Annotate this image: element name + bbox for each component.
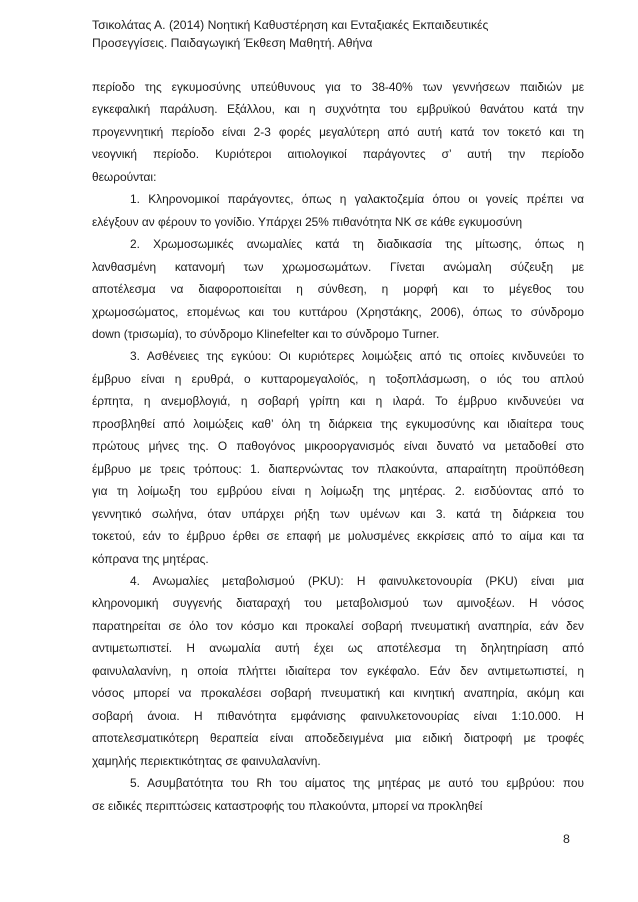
text-line: παρατηρείται σε όλο τον κόσμο και προκαλεί σοβαρή πνευματική αναπηρία, εάν δεν: [92, 618, 584, 633]
text-line: νόσος μπορεί να προκαλέσει σοβαρή πνευματική και κινητική αναπηρία, ακόμη και: [92, 686, 584, 701]
paragraph: [92, 772, 584, 817]
text-line: γεννητικό σωλήνα, όταν υπάρχει ρήξη των υμένων και 3. κατά τη διάρκεια του: [92, 506, 584, 521]
text-line: πρώτους μήνες της. Ο παθογόνος μικροοργανισμός είναι δυνατό να μεταδοθεί στο: [92, 439, 584, 454]
text-line: θεωρούνται:: [92, 169, 157, 184]
text-line: λανθασμένη κατανομή των χρωμοσωμάτων. Γίνεται ανώμαλη σύζευξη με: [92, 259, 584, 274]
paragraph: [92, 188, 584, 233]
text-line: προσβληθεί από λοιμώξεις καθ’ όλη τη διάρκεια της εγκυμοσύνης και ιδιαίτερα τους: [92, 416, 584, 431]
text-line: χρωμοσώματος, επομένως και του κυττάρου (Χρηστάκης, 2006), όπως το σύνδρομο: [92, 304, 584, 319]
text-line: σοβαρή άνοια. Η πιθανότητα εμφάνισης φαινυλκετονουρίας είναι 1:10.000. Η: [92, 708, 584, 723]
paragraph: [92, 345, 584, 570]
text-line: νεογνική περίοδο. Κυριότεροι αιτιολογικοί παράγοντες σ’ αυτή την περίοδο: [92, 147, 584, 162]
text-line: έμβρυο με τρεις τρόπους: 1. διαπερνώντας τον πλακούντα, απαραίτητη προϋπόθεση: [92, 461, 584, 476]
paragraph: [92, 570, 584, 772]
page-number: 8: [563, 832, 570, 846]
paragraph: [92, 233, 584, 345]
text-line: 2. Χρωμοσωμικές ανωμαλίες κατά τη διαδικασία της μίτωσης, όπως η: [130, 237, 584, 252]
text-line: κόπρανα της μητέρας.: [92, 551, 209, 566]
text-line: 4. Ανωμαλίες μεταβολισμού (PKU): Η φαινυλκετονουρία (PKU) είναι μια: [130, 573, 584, 588]
header-line-2: Προσεγγίσεις. Παιδαγωγική Έκθεση Μαθητή. Αθήνα: [92, 36, 373, 50]
text-line: σε ειδικές περιπτώσεις καταστροφής του πλακούντα, μπορεί να προκληθεί: [92, 798, 483, 813]
text-line: φαινυλαλανίνη, η οποία πλήττει ιδιαίτερα τον εγκέφαλο. Εάν δεν αντιμετωπιστεί, η: [92, 663, 584, 678]
text-line: αντιμετωπιστεί. Η ανωμαλία αυτή έχει ως αποτέλεσμα τη δηλητηρίαση από: [92, 641, 584, 656]
text-line: αποτελεσματικότερη θεραπεία είναι αποδεδειγμένα μια ειδική διατροφή με τροφές: [92, 731, 584, 746]
text-line: αποτέλεσμα να διαφοροποιείται η σύνθεση, η μορφή και το μέγεθος του: [92, 282, 584, 297]
text-line: έρπητα, η ανεμοβλογιά, η σοβαρή γρίπη και η ιλαρά. Το έμβρυο κινδυνεύει να: [92, 394, 584, 409]
text-line: τοκετού, εάν το έμβρυο έρθει σε επαφή με μολυσμένες εκκρίσεις από το αίμα και τα: [92, 529, 584, 544]
text-line: προγεννητική περίοδο είναι 2-3 φορές μεγαλύτερη από αυτή κατά τον τοκετό και τη: [92, 124, 584, 139]
text-line: 1. Κληρονομικοί παράγοντες, όπως η γαλακτοζεμία όπου οι γονείς πρέπει να: [130, 192, 584, 207]
text-line: έμβρυο είναι η ερυθρά, ο κυτταρομεγαλοϊός, η τοξοπλάσμωση, ο ιός του απλού: [92, 371, 584, 386]
text-line: εγκεφαλική παράλυση. Εξάλλου, και η συχνότητα του εμβρυϊκού θανάτου κατά την: [92, 102, 584, 117]
text-line: κληρονομική συγγενής διαταραχή του μεταβολισμού των αμινοξέων. Η νόσος: [92, 596, 584, 611]
text-line: 3. Ασθένειες της εγκύου: Οι κυριότερες λοιμώξεις από τις οποίες κινδυνεύει το: [130, 349, 584, 364]
text-line: χαμηλής περιεκτικότητας σε φαινυλαλανίνη.: [92, 753, 321, 768]
body-text: [92, 76, 584, 817]
paragraph: [92, 76, 584, 188]
text-line: down (τρισωμία), το σύνδρομο Klinefelter και το σύνδρομο Turner.: [92, 326, 440, 341]
text-line: ελέγξουν αν φέρουν το γονίδιο. Υπάρχει 25% πιθανότητα ΝΚ σε κάθε εγκυμοσύνη: [92, 214, 523, 229]
running-header: [92, 16, 562, 52]
text-line: για τη λοίμωξη του εμβρύου είναι η λοίμωξη της μητέρας. 2. εισδύοντας από το: [92, 484, 584, 499]
text-line: 5. Ασυμβατότητα του Rh του αίματος της μητέρας με αυτό του εμβρύου: που: [130, 776, 584, 791]
header-line-1: Τσικολάτας Α. (2014) Νοητική Καθυστέρηση και Ενταξιακές Εκπαιδευτικές: [92, 18, 489, 32]
text-line: περίοδο της εγκυμοσύνης υπεύθυνους για το 38-40% των γεννήσεων παιδιών με: [92, 80, 584, 94]
